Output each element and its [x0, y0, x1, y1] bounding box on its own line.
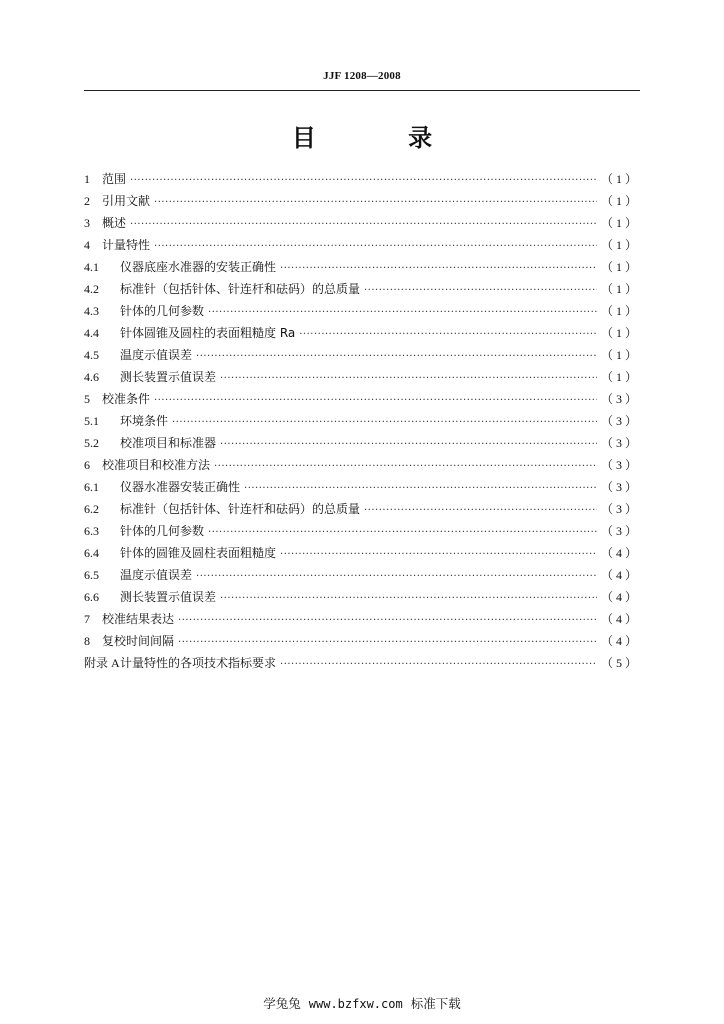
- toc-entry[interactable]: [84, 498, 640, 520]
- toc-entry-label: 校准项目和校准方法: [102, 458, 211, 472]
- toc-entry[interactable]: [84, 234, 640, 256]
- toc-entry-label: 针体的圆锥及圆柱表面粗糙度: [120, 546, 277, 560]
- toc-entry-label: 环境条件: [120, 414, 169, 428]
- toc-entry-number: 6.2: [84, 502, 99, 516]
- toc-entry-number: 附录 A: [84, 656, 120, 670]
- toc-leader-dots: [154, 390, 597, 412]
- toc-leader-dots: [130, 214, 597, 236]
- toc-entry-number: 7: [84, 612, 90, 626]
- header-divider: [84, 90, 640, 91]
- toc-entry-page: （1）: [600, 370, 640, 384]
- toc-entry[interactable]: [84, 630, 640, 652]
- toc-entry-label: 测长装置示值误差: [120, 590, 217, 604]
- toc-entry-label: 针体圆锥及圆柱的表面粗糙度 Ra: [120, 326, 296, 340]
- toc-leader-dots: [196, 346, 597, 368]
- toc-entry-label: 温度示值误差: [120, 348, 193, 362]
- toc-entry-page: （3）: [600, 436, 640, 450]
- toc-leader-dots: [214, 456, 597, 478]
- toc-entry[interactable]: [84, 300, 640, 322]
- toc-entry[interactable]: [84, 212, 640, 234]
- toc-leader-dots: [220, 434, 597, 456]
- toc-entry-page: （5）: [600, 656, 640, 670]
- toc-entry-label: 计量特性: [102, 238, 151, 252]
- footer-suffix: 标准下载: [410, 996, 461, 1011]
- toc-entry[interactable]: [84, 542, 640, 564]
- toc-entry[interactable]: [84, 586, 640, 608]
- toc-entry[interactable]: [84, 344, 640, 366]
- toc-entry-number: 6.3: [84, 524, 99, 538]
- toc-entry-page: （1）: [600, 282, 640, 296]
- toc-entry-label: 校准条件: [102, 392, 151, 406]
- toc-entry[interactable]: [84, 410, 640, 432]
- toc-leader-dots: [130, 170, 597, 192]
- toc-entry-page: （1）: [600, 304, 640, 318]
- toc-entry-label: 标准针（包括针体、针连杆和砝码）的总质量: [120, 282, 361, 296]
- toc-entry-number: 6.5: [84, 568, 99, 582]
- toc-entry-page: （1）: [600, 326, 640, 340]
- document-code: JJF 1208—2008: [323, 70, 401, 82]
- toc-entry-number: 4.1: [84, 260, 99, 274]
- toc-entry-page: （4）: [600, 590, 640, 604]
- toc-entry-number: 6.4: [84, 546, 99, 560]
- toc-entry-page: （4）: [600, 546, 640, 560]
- toc-leader-dots: [208, 522, 597, 544]
- toc-leader-dots: [154, 192, 597, 214]
- toc-entry-number: 4.5: [84, 348, 99, 362]
- toc-leader-dots: [178, 610, 597, 632]
- footer-url[interactable]: www.bzfxw.com: [308, 997, 403, 1011]
- toc-entry[interactable]: [84, 476, 640, 498]
- toc-leader-dots: [364, 500, 597, 522]
- toc-entry-label: 范围: [102, 172, 127, 186]
- toc-entry-number: 4.4: [84, 326, 99, 340]
- toc-entry-number: 4.3: [84, 304, 99, 318]
- toc-entry[interactable]: [84, 190, 640, 212]
- toc-entry-page: （1）: [600, 172, 640, 186]
- toc-entry-page: （1）: [600, 260, 640, 274]
- toc-entry-number: 6.6: [84, 590, 99, 604]
- toc-title: 目 录: [291, 124, 475, 152]
- toc-entry-number: 2: [84, 194, 90, 208]
- toc-entry[interactable]: [84, 168, 640, 190]
- toc-entry-number: 6: [84, 458, 90, 472]
- toc-entry-page: （1）: [600, 216, 640, 230]
- toc-entry-page: （4）: [600, 634, 640, 648]
- toc-entry-page: （3）: [600, 524, 640, 538]
- toc-entry-label: 标准针（包括针体、针连杆和砝码）的总质量: [120, 502, 361, 516]
- toc-entry[interactable]: [84, 454, 640, 476]
- toc-entry-label: 引用文献: [102, 194, 151, 208]
- toc-leader-dots: [220, 588, 597, 610]
- toc-entry[interactable]: [84, 432, 640, 454]
- toc-entry-number: 1: [84, 172, 90, 186]
- toc-entry-label: 针体的几何参数: [120, 524, 205, 538]
- toc-leader-dots: [280, 544, 597, 566]
- toc-entry-label: 测长装置示值误差: [120, 370, 217, 384]
- toc-entry-label: 仪器水准器安装正确性: [120, 480, 241, 494]
- toc-entry-number: 4: [84, 238, 90, 252]
- toc-entry-number: 4.2: [84, 282, 99, 296]
- toc-entry-page: （4）: [600, 612, 640, 626]
- toc-leader-dots: [172, 412, 597, 434]
- toc-entry-label: 仪器底座水准器的安装正确性: [120, 260, 277, 274]
- toc-entry-label: 复校时间间隔: [102, 634, 175, 648]
- toc-leader-dots: [280, 258, 597, 280]
- toc-entry[interactable]: [84, 322, 640, 344]
- toc-entry-number: 3: [84, 216, 90, 230]
- toc-entry-page: （3）: [600, 480, 640, 494]
- toc-entry-page: （3）: [600, 502, 640, 516]
- toc-entry-label: 校准结果表达: [102, 612, 175, 626]
- toc-entry-page: （1）: [600, 194, 640, 208]
- toc-entry-page: （3）: [600, 392, 640, 406]
- footer-site-name: 学兔兔: [263, 996, 301, 1011]
- toc-leader-dots: [154, 236, 597, 258]
- toc-leader-dots: [196, 566, 597, 588]
- toc-entry-page: （3）: [600, 458, 640, 472]
- toc-entry-number: 8: [84, 634, 90, 648]
- toc-entry-label: 计量特性的各项技术指标要求: [120, 656, 277, 670]
- toc-entry-number: 5: [84, 392, 90, 406]
- toc-leader-dots: [208, 302, 597, 324]
- toc-leader-dots: [244, 478, 597, 500]
- footer: [0, 994, 724, 1012]
- toc-leader-dots: [280, 654, 597, 676]
- toc-entry[interactable]: [84, 608, 640, 630]
- toc-leader-dots: [178, 632, 597, 654]
- toc-entry-page: （3）: [600, 414, 640, 428]
- toc-entry[interactable]: [84, 564, 640, 586]
- toc-entry-label: 针体的几何参数: [120, 304, 205, 318]
- toc-entry[interactable]: [84, 366, 640, 388]
- toc-entry-number: 4.6: [84, 370, 99, 384]
- toc-entry-label: 校准项目和标准器: [120, 436, 217, 450]
- toc-entry-page: （4）: [600, 568, 640, 582]
- table-of-contents: [84, 168, 640, 674]
- toc-entry[interactable]: [84, 388, 640, 410]
- toc-entry-number: 6.1: [84, 480, 99, 494]
- toc-entry-label: 概述: [102, 216, 127, 230]
- toc-entry[interactable]: [84, 278, 640, 300]
- toc-leader-dots: [364, 280, 597, 302]
- toc-entry-label: 温度示值误差: [120, 568, 193, 582]
- toc-entry-number: 5.1: [84, 414, 99, 428]
- toc-entry[interactable]: [84, 520, 640, 542]
- toc-entry-page: （1）: [600, 348, 640, 362]
- toc-entry-number: 5.2: [84, 436, 99, 450]
- toc-entry-page: （1）: [600, 238, 640, 252]
- toc-entry[interactable]: [84, 256, 640, 278]
- toc-leader-dots: [299, 324, 597, 346]
- toc-entry[interactable]: [84, 652, 640, 674]
- toc-leader-dots: [220, 368, 597, 390]
